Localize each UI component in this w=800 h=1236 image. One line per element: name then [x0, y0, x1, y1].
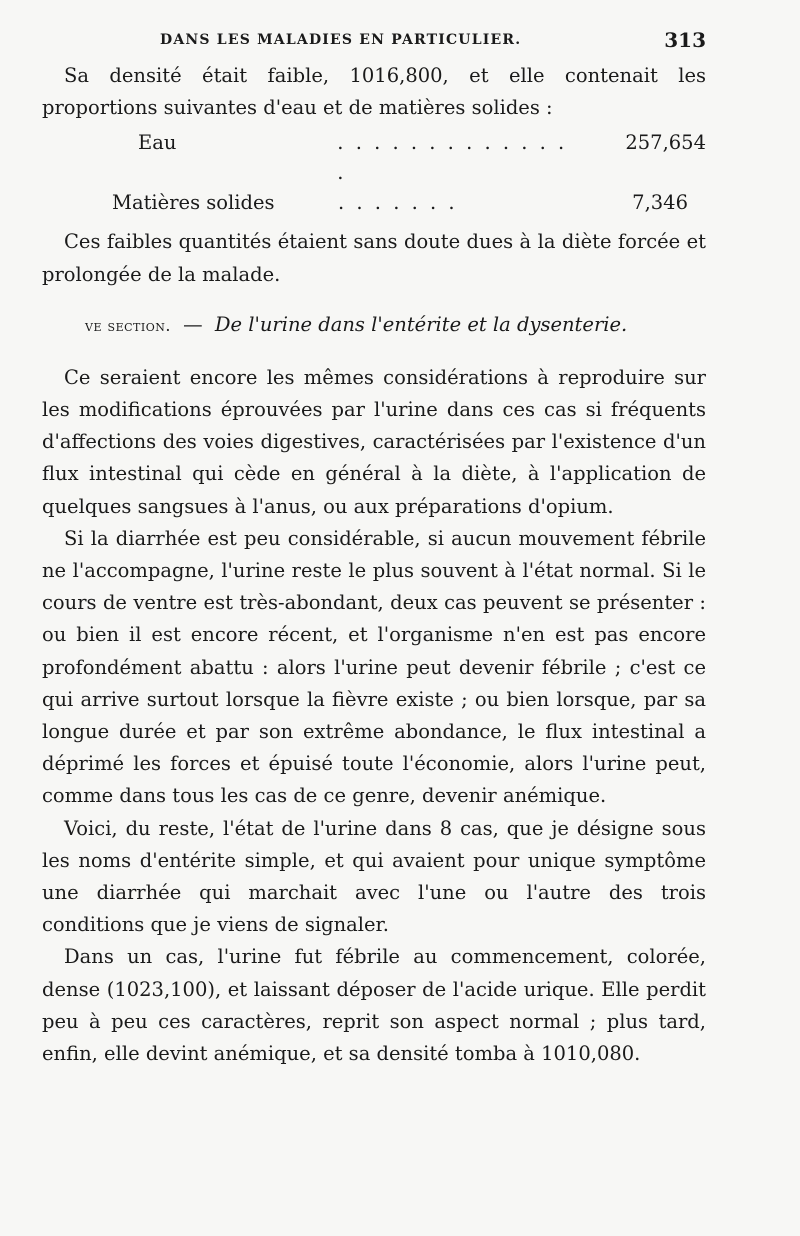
row-value: 257,654 — [625, 131, 706, 155]
intro-paragraph: Sa densité était faible, 1016,800, et elle contenait les proportions suivantes d'eau et de matières solides : — [42, 64, 706, 120]
section-dash: — — [183, 312, 203, 336]
paragraph-diet: Ces faibles quantités étaient sans doute dues à la diète forcée et prolongée de la malade. — [42, 230, 706, 286]
composition-table — [42, 128, 706, 218]
table-row — [42, 188, 706, 218]
dot-leader: . . . . . . . — [338, 191, 458, 215]
section-number: ve section. — [85, 315, 171, 335]
paragraph-considerations: Ce seraient encore les mêmes considérations à reproduire sur les modifications éprouvées par l'urine dans ces cas si fréquents d'affections des voies digestives, caractérisées par l'existence d'un flux intestinal qui cède en général à la diète, à l'application de quelques sangsues à l'anus, ou aux préparations d'opium. — [42, 365, 706, 518]
book-page — [42, 28, 706, 1070]
section-heading — [42, 309, 706, 342]
dot-leader: . . . . . . . . . . . . . . — [337, 131, 568, 185]
row-label: Eau — [138, 131, 177, 155]
paragraph-one-case: Dans un cas, l'urine fut fébrile au commencement, colorée, dense (1023,100), et laissant déposer de l'acide urique. Elle perdit peu à peu ces caractères, reprit son aspect normal ; plus tard, enfin, elle devint anémique, et sa densité tomba à 1010,080. — [42, 945, 706, 1066]
paragraph-cases: Voici, du reste, l'état de l'urine dans 8 cas, que je désigne sous les noms d'entérite simple, et qui avaient pour unique symptôme une diarrhée qui marchait avec l'une ou l'autre des trois conditions que je viens de signaler. — [42, 816, 706, 937]
paragraph-diarrhea: Si la diarrhée est peu considérable, si aucun mouvement fébrile ne l'accompagne, l'urine reste le plus souvent à l'état normal. Si le cours de ventre est très-abondant, deux cas peuvent se présenter : ou bien il est encore récent, et l'organisme n'en est pas encore profondément abattu : alors l'urine peut devenir fébrile ; c'est ce qui arrive surtout lorsque la fièvre existe ; ou bien lorsque, par sa longue durée et par son extrême abondance, le flux intestinal a déprimé les forces et épuisé toute l'économie, alors l'urine peut, comme dans tous les cas de ce genre, devenir anémique. — [42, 526, 706, 808]
row-label: Matières solides — [112, 191, 275, 215]
row-value: 7,346 — [632, 191, 688, 215]
page-header — [42, 28, 706, 60]
page-number: 313 — [664, 28, 706, 52]
table-row — [42, 128, 706, 188]
section-title: De l'urine dans l'entérite et la dysenterie. — [214, 312, 628, 336]
running-title: DANS LES MALADIES EN PARTICULIER. — [160, 32, 522, 48]
